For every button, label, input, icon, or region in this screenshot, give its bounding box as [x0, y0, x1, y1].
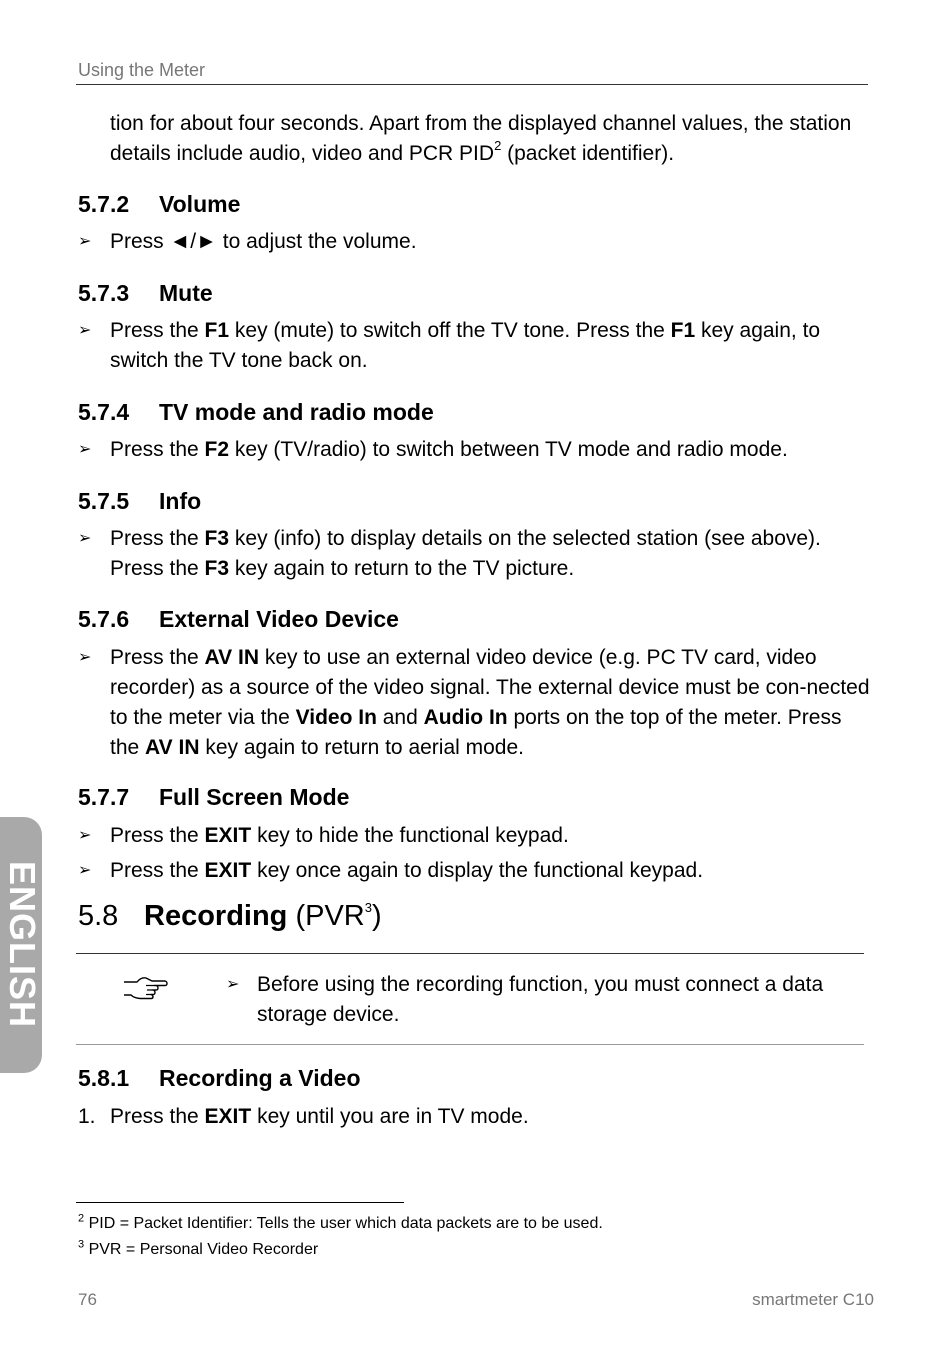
arrow-bullet-icon: ➢	[226, 976, 240, 993]
running-header: Using the Meter	[78, 60, 206, 80]
product-name: smartmeter C10	[752, 1290, 874, 1309]
page-number: 76	[78, 1290, 97, 1309]
arrow-bullet-icon: ➢	[78, 322, 92, 339]
arrow-bullet-icon: ➢	[78, 233, 92, 250]
header-rule	[76, 84, 868, 85]
heading-external-video: 5.7.6 External Video Device	[78, 606, 399, 632]
arrow-bullet-icon: ➢	[78, 441, 92, 458]
footnote-rule	[76, 1202, 404, 1203]
footnote-3: $^3$ PVR = Personal Video Recorder	[78, 1238, 319, 1258]
heading-recording-video: 5.8.1 Recording a Video	[78, 1065, 361, 1091]
language-side-tab	[0, 817, 42, 1073]
heading-recording: 5.8 Recording (PVR$^3$)	[78, 900, 382, 932]
arrow-bullet-icon: ➢	[78, 649, 92, 666]
language-label: ENGLISH	[2, 861, 43, 1029]
step-1: 1. Press the EXIT key until you are in TV mode.	[78, 1105, 529, 1128]
intro-paragraph	[110, 109, 870, 169]
footnote-ref-3[interactable]: 3	[364, 900, 372, 916]
heading-tv-radio-mode: 5.7.4 TV mode and radio mode	[78, 399, 434, 425]
section-rule	[76, 953, 864, 954]
arrow-bullet-icon: ➢	[78, 827, 92, 844]
intro-text-end: (packet identifier).	[501, 142, 675, 165]
heading-mute: 5.7.3 Mute	[78, 280, 213, 306]
arrow-bullet-icon: ➢	[78, 862, 92, 879]
pointing-hand-icon	[122, 974, 168, 1005]
intro-text: tion for about four seconds. Apart from the displayed channel values, the station details include audio, video and PCR PID	[110, 112, 852, 165]
heading-volume: 5.7.2 Volume	[78, 191, 241, 217]
heading-full-screen: 5.7.7 Full Screen Mode	[78, 784, 350, 810]
footnote-2: $^2$ PID = Packet Identifier: Tells the user which data packets are to be used.	[78, 1212, 603, 1232]
note-rule	[76, 1044, 864, 1045]
heading-info: 5.7.5 Info	[78, 488, 202, 514]
footnote-ref-2[interactable]: 2	[494, 138, 502, 153]
arrow-bullet-icon: ➢	[78, 530, 92, 547]
